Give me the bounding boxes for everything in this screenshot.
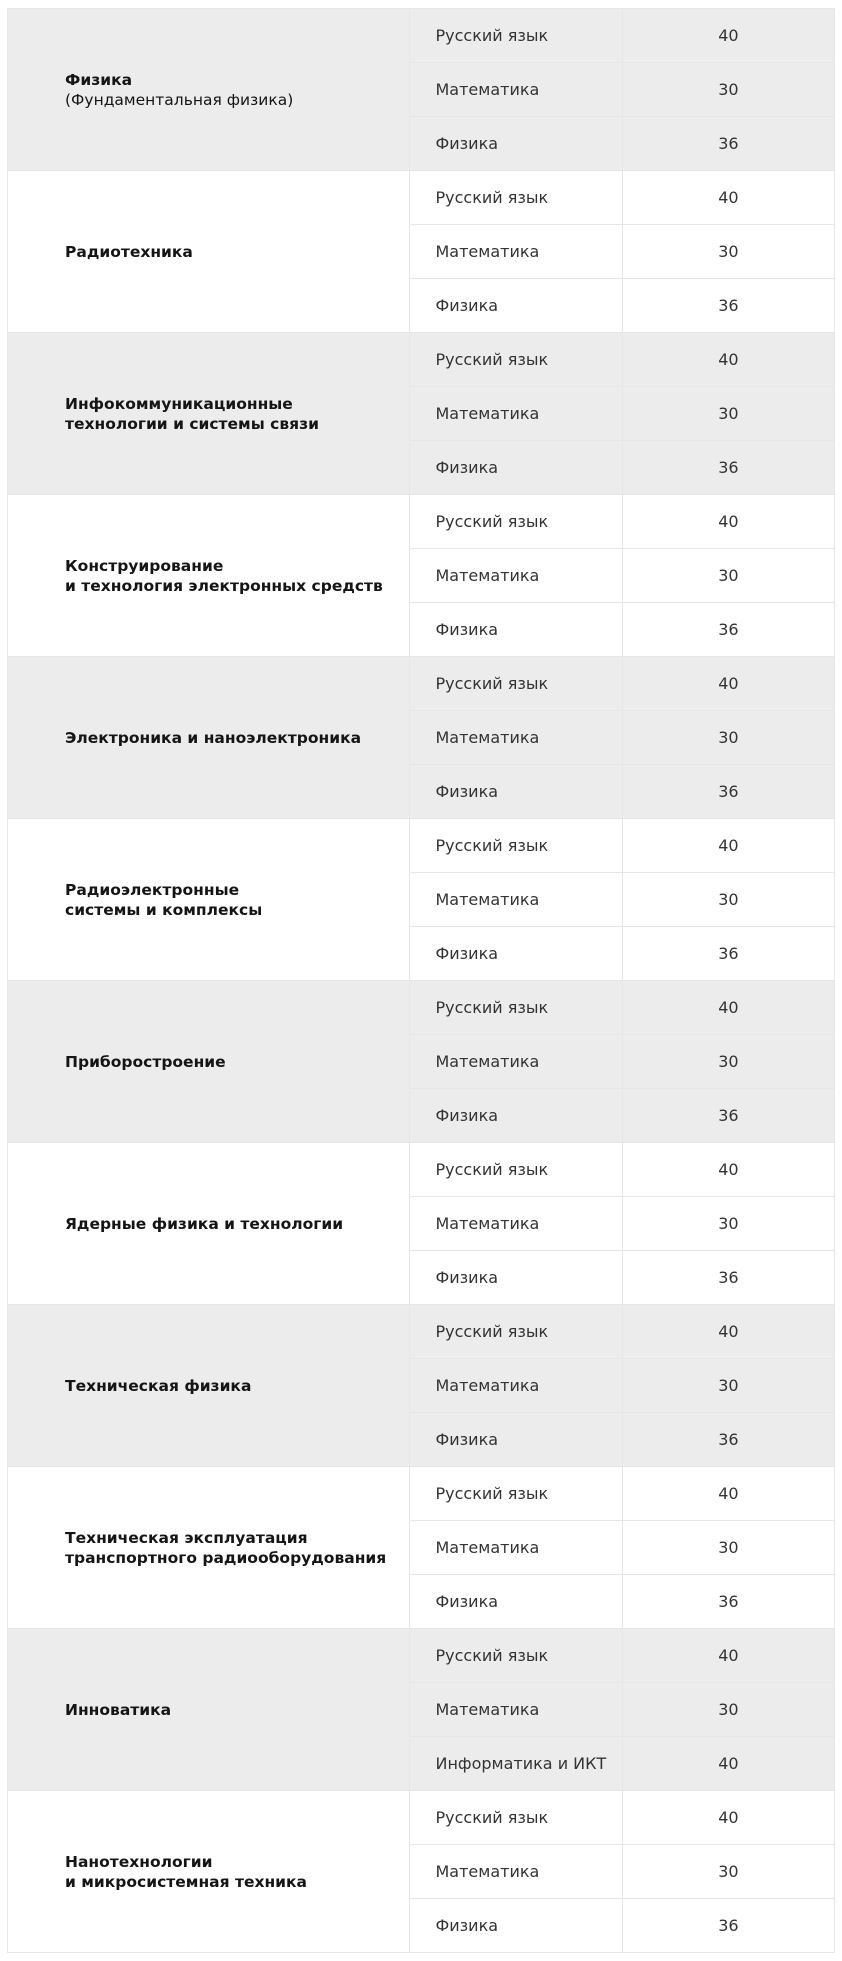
- program-name-line: Приборостроение: [65, 1052, 226, 1071]
- exam-subject: Математика: [410, 873, 622, 927]
- program-name-line: Радиотехника: [65, 242, 193, 261]
- exam-subject: Математика: [410, 225, 622, 279]
- program-name-cell: [8, 1467, 410, 1629]
- program-name-line: Электроника и наноэлектроника: [65, 728, 362, 747]
- program-subtitle: (Фундаментальная физика): [65, 90, 294, 109]
- exam-subject: Математика: [410, 1683, 622, 1737]
- table-row: [8, 333, 835, 387]
- min-score: 40: [622, 1737, 834, 1791]
- min-score: 30: [622, 1683, 834, 1737]
- min-score: 36: [622, 1089, 834, 1143]
- min-score: 30: [622, 873, 834, 927]
- exam-subject: Физика: [410, 1413, 622, 1467]
- min-score: 36: [622, 117, 834, 171]
- min-score: 30: [622, 1845, 834, 1899]
- exam-subject: Математика: [410, 711, 622, 765]
- table-row: [8, 1467, 835, 1521]
- table-row: [8, 1791, 835, 1845]
- exam-subject: Математика: [410, 549, 622, 603]
- exam-subject: Физика: [410, 1575, 622, 1629]
- exam-subject: Физика: [410, 603, 622, 657]
- min-score: 36: [622, 1251, 834, 1305]
- min-score: 36: [622, 1575, 834, 1629]
- exam-subject: Математика: [410, 1521, 622, 1575]
- program-name-cell: [8, 657, 410, 819]
- program-name-cell: [8, 171, 410, 333]
- exam-subject: Математика: [410, 1845, 622, 1899]
- program-name-line: Техническая физика: [65, 1376, 252, 1395]
- table-row: [8, 1305, 835, 1359]
- min-score: 40: [622, 1791, 834, 1845]
- exam-subject: Русский язык: [410, 1629, 622, 1683]
- min-score: 30: [622, 1197, 834, 1251]
- min-score: 30: [622, 1521, 834, 1575]
- program-name-cell: [8, 819, 410, 981]
- program-name-line: системы и комплексы: [65, 900, 263, 919]
- admission-scores-table: [7, 8, 835, 1953]
- program-name-cell: [8, 1629, 410, 1791]
- min-score: 36: [622, 1899, 834, 1953]
- program-name-line: Инноватика: [65, 1700, 172, 1719]
- exam-subject: Математика: [410, 387, 622, 441]
- program-name-line: Техническая эксплуатация: [65, 1528, 308, 1547]
- program-name-line: Ядерные физика и технологии: [65, 1214, 344, 1233]
- program-name-cell: [8, 333, 410, 495]
- min-score: 40: [622, 1305, 834, 1359]
- exam-subject: Русский язык: [410, 1143, 622, 1197]
- exam-subject: Русский язык: [410, 981, 622, 1035]
- program-name-cell: [8, 1305, 410, 1467]
- min-score: 30: [622, 549, 834, 603]
- exam-subject: Русский язык: [410, 819, 622, 873]
- min-score: 36: [622, 927, 834, 981]
- table-row: [8, 1629, 835, 1683]
- program-name-cell: [8, 1791, 410, 1953]
- program-name-line: технологии и системы связи: [65, 414, 319, 433]
- min-score: 36: [622, 279, 834, 333]
- exam-subject: Физика: [410, 1899, 622, 1953]
- exam-subject: Русский язык: [410, 171, 622, 225]
- table-body: [8, 9, 835, 1953]
- min-score: 40: [622, 495, 834, 549]
- exam-subject: Математика: [410, 1359, 622, 1413]
- table-row: [8, 819, 835, 873]
- exam-subject: Русский язык: [410, 9, 622, 63]
- program-name-cell: [8, 495, 410, 657]
- min-score: 36: [622, 1413, 834, 1467]
- min-score: 36: [622, 765, 834, 819]
- exam-subject: Физика: [410, 1089, 622, 1143]
- min-score: 40: [622, 1143, 834, 1197]
- min-score: 40: [622, 1467, 834, 1521]
- min-score: 40: [622, 333, 834, 387]
- table-row: [8, 657, 835, 711]
- program-name-cell: [8, 981, 410, 1143]
- exam-subject: Математика: [410, 1035, 622, 1089]
- program-name-line: и технология электронных средств: [65, 576, 383, 595]
- min-score: 30: [622, 1359, 834, 1413]
- min-score: 30: [622, 63, 834, 117]
- program-name-cell: [8, 1143, 410, 1305]
- min-score: 40: [622, 171, 834, 225]
- program-name-line: Инфокоммуникационные: [65, 394, 293, 413]
- min-score: 40: [622, 657, 834, 711]
- table-row: [8, 9, 835, 63]
- program-name-line: транспортного радиооборудования: [65, 1548, 387, 1567]
- min-score: 30: [622, 387, 834, 441]
- min-score: 36: [622, 603, 834, 657]
- min-score: 40: [622, 819, 834, 873]
- program-name-line: Нанотехнологии: [65, 1852, 213, 1871]
- program-name-line: Конструирование: [65, 556, 224, 575]
- min-score: 40: [622, 1629, 834, 1683]
- min-score: 40: [622, 981, 834, 1035]
- table-row: [8, 981, 835, 1035]
- exam-subject: Русский язык: [410, 1305, 622, 1359]
- min-score: 30: [622, 225, 834, 279]
- exam-subject: Русский язык: [410, 333, 622, 387]
- exam-subject: Физика: [410, 765, 622, 819]
- table-row: [8, 1143, 835, 1197]
- exam-subject: Математика: [410, 63, 622, 117]
- exam-subject: Физика: [410, 117, 622, 171]
- exam-subject: Русский язык: [410, 495, 622, 549]
- program-name-cell: [8, 9, 410, 171]
- exam-subject: Русский язык: [410, 1467, 622, 1521]
- exam-subject: Русский язык: [410, 657, 622, 711]
- min-score: 30: [622, 711, 834, 765]
- exam-subject: Информатика и ИКТ: [410, 1737, 622, 1791]
- exam-subject: Математика: [410, 1197, 622, 1251]
- table-row: [8, 171, 835, 225]
- table-row: [8, 495, 835, 549]
- min-score: 30: [622, 1035, 834, 1089]
- exam-subject: Физика: [410, 927, 622, 981]
- min-score: 40: [622, 9, 834, 63]
- min-score: 36: [622, 441, 834, 495]
- program-name-line: Радиоэлектронные: [65, 880, 240, 899]
- exam-subject: Физика: [410, 279, 622, 333]
- program-name-line: и микросистемная техника: [65, 1872, 308, 1891]
- exam-subject: Русский язык: [410, 1791, 622, 1845]
- exam-subject: Физика: [410, 441, 622, 495]
- program-name-line: Физика: [65, 70, 133, 89]
- exam-subject: Физика: [410, 1251, 622, 1305]
